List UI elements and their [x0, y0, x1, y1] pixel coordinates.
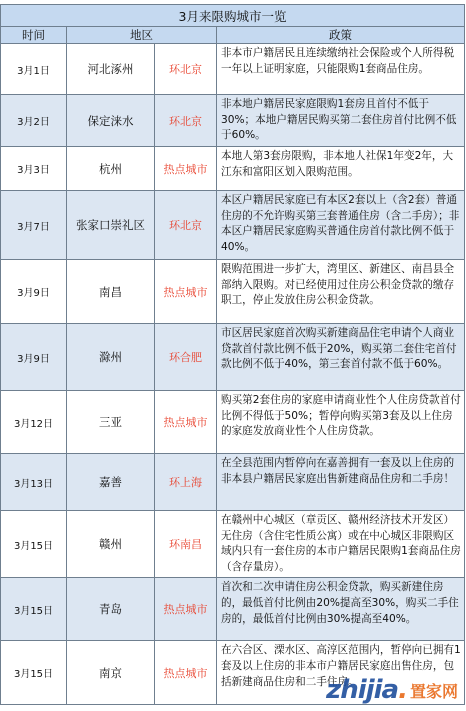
row-policy: 在赣州中心城区（章贡区、赣州经济技术开发区）无住房（含住宅性质公寓）或在中心城区非限购区域内只有一套住房的本市户籍居民限购1套商品住房（含存量房）。: [217, 511, 465, 578]
row-city: 杭州: [67, 147, 155, 191]
row-city: 河北涿州: [67, 44, 155, 95]
row-city: 嘉善: [67, 454, 155, 511]
watermark-text: 置家网: [409, 681, 458, 701]
column-header-region: 地区: [67, 27, 217, 44]
watermark-logo-mark: [326, 675, 407, 705]
row-date: 3月3日: [1, 147, 67, 191]
row-tag: 环北京: [155, 191, 217, 260]
row-policy: 本区户籍居民家庭已有本区2套以上（含2套）普通住房的不允许购买第三套普通住房（含二手房）；非本区户籍居民家庭购买普通住房首付款比例不低于40%。: [217, 191, 465, 260]
row-tag: 热点城市: [155, 391, 217, 454]
row-tag: 环北京: [155, 44, 217, 95]
row-date: 3月1日: [1, 44, 67, 95]
row-date: 3月15日: [1, 511, 67, 578]
row-tag: 环上海: [155, 454, 217, 511]
table-row: [1, 511, 465, 578]
row-policy: 本地人第3套房限购，非本地人社保1年变2年，大江东和富阳区划入限购范围。: [217, 147, 465, 191]
row-date: 3月15日: [1, 578, 67, 641]
watermark-logo-main: zhijia: [326, 675, 399, 705]
table-row: [1, 578, 465, 641]
row-city: 三亚: [67, 391, 155, 454]
row-policy: 市区居民家庭首次购买新建商品住宅申请个人商业贷款首付款比例不低于20%，购买第二套住宅首付款比例不低于40%，第三套首付款不低于60%。: [217, 324, 465, 391]
row-city: 南昌: [67, 260, 155, 324]
row-tag: 环合肥: [155, 324, 217, 391]
column-header-time: 时间: [1, 27, 67, 44]
table-row: [1, 324, 465, 391]
row-date: 3月15日: [1, 641, 67, 705]
row-city: 张家口崇礼区: [67, 191, 155, 260]
row-tag: 热点城市: [155, 641, 217, 705]
row-date: 3月9日: [1, 260, 67, 324]
row-city: 保定涞水: [67, 95, 155, 147]
table-row: [1, 454, 465, 511]
row-city: 南京: [67, 641, 155, 705]
row-tag: 热点城市: [155, 578, 217, 641]
table-row: [1, 95, 465, 147]
row-policy: 在全县范围内暂停向在嘉善拥有一套及以上住房的非本县户籍居民家庭出售新建商品住房和二手房！: [217, 454, 465, 511]
row-city: 青岛: [67, 578, 155, 641]
row-tag: 热点城市: [155, 147, 217, 191]
table-title: 3月来限购城市一览: [1, 5, 465, 27]
row-city: 滁州: [67, 324, 155, 391]
table-row: [1, 191, 465, 260]
row-policy: 限购范围进一步扩大，湾里区、新建区、南昌县全部纳入限购。对已经使用过住房公积金贷款的缴存职工，停止发放住房公积金贷款。: [217, 260, 465, 324]
row-tag: 环北京: [155, 95, 217, 147]
row-policy: 非本地户籍居民家庭限购1套房且首付不低于30%；本地户籍居民购买第二套住房首付比例不低于60%。: [217, 95, 465, 147]
row-city: 赣州: [67, 511, 155, 578]
city-restriction-table: [0, 4, 465, 705]
row-policy: 非本市户籍居民且连续缴纳社会保险或个人所得税一年以上证明家庭，只能限购1套商品住房。: [217, 44, 465, 95]
row-tag: 环南昌: [155, 511, 217, 578]
row-date: 3月2日: [1, 95, 67, 147]
table-row: [1, 391, 465, 454]
watermark-logo: [326, 675, 458, 705]
row-policy: 首次和二次申请住房公积金贷款，购买新建住房的，最低首付比例由20%提高至30%，购买二手住房的，最低首付比例由30%提高至40%。: [217, 578, 465, 641]
row-date: 3月12日: [1, 391, 67, 454]
row-policy: 购买第2套住房的家庭申请商业性个人住房贷款首付比例不得低于50%；暂停向购买第3套及以上住房的家庭发放商业性个人住房贷款。: [217, 391, 465, 454]
row-date: 3月13日: [1, 454, 67, 511]
row-date: 3月9日: [1, 324, 67, 391]
table-row: [1, 147, 465, 191]
watermark-logo-accent: .: [398, 675, 407, 705]
row-tag: 热点城市: [155, 260, 217, 324]
table-row: [1, 260, 465, 324]
table-row: [1, 44, 465, 95]
row-date: 3月7日: [1, 191, 67, 260]
column-header-policy: 政策: [217, 27, 465, 44]
row-policy: 在六合区、溧水区、高淳区范围内，暂停向已拥有1套及以上住房的非本市户籍居民家庭出售住房，包括新建商品住房和二手住房。: [217, 641, 465, 705]
